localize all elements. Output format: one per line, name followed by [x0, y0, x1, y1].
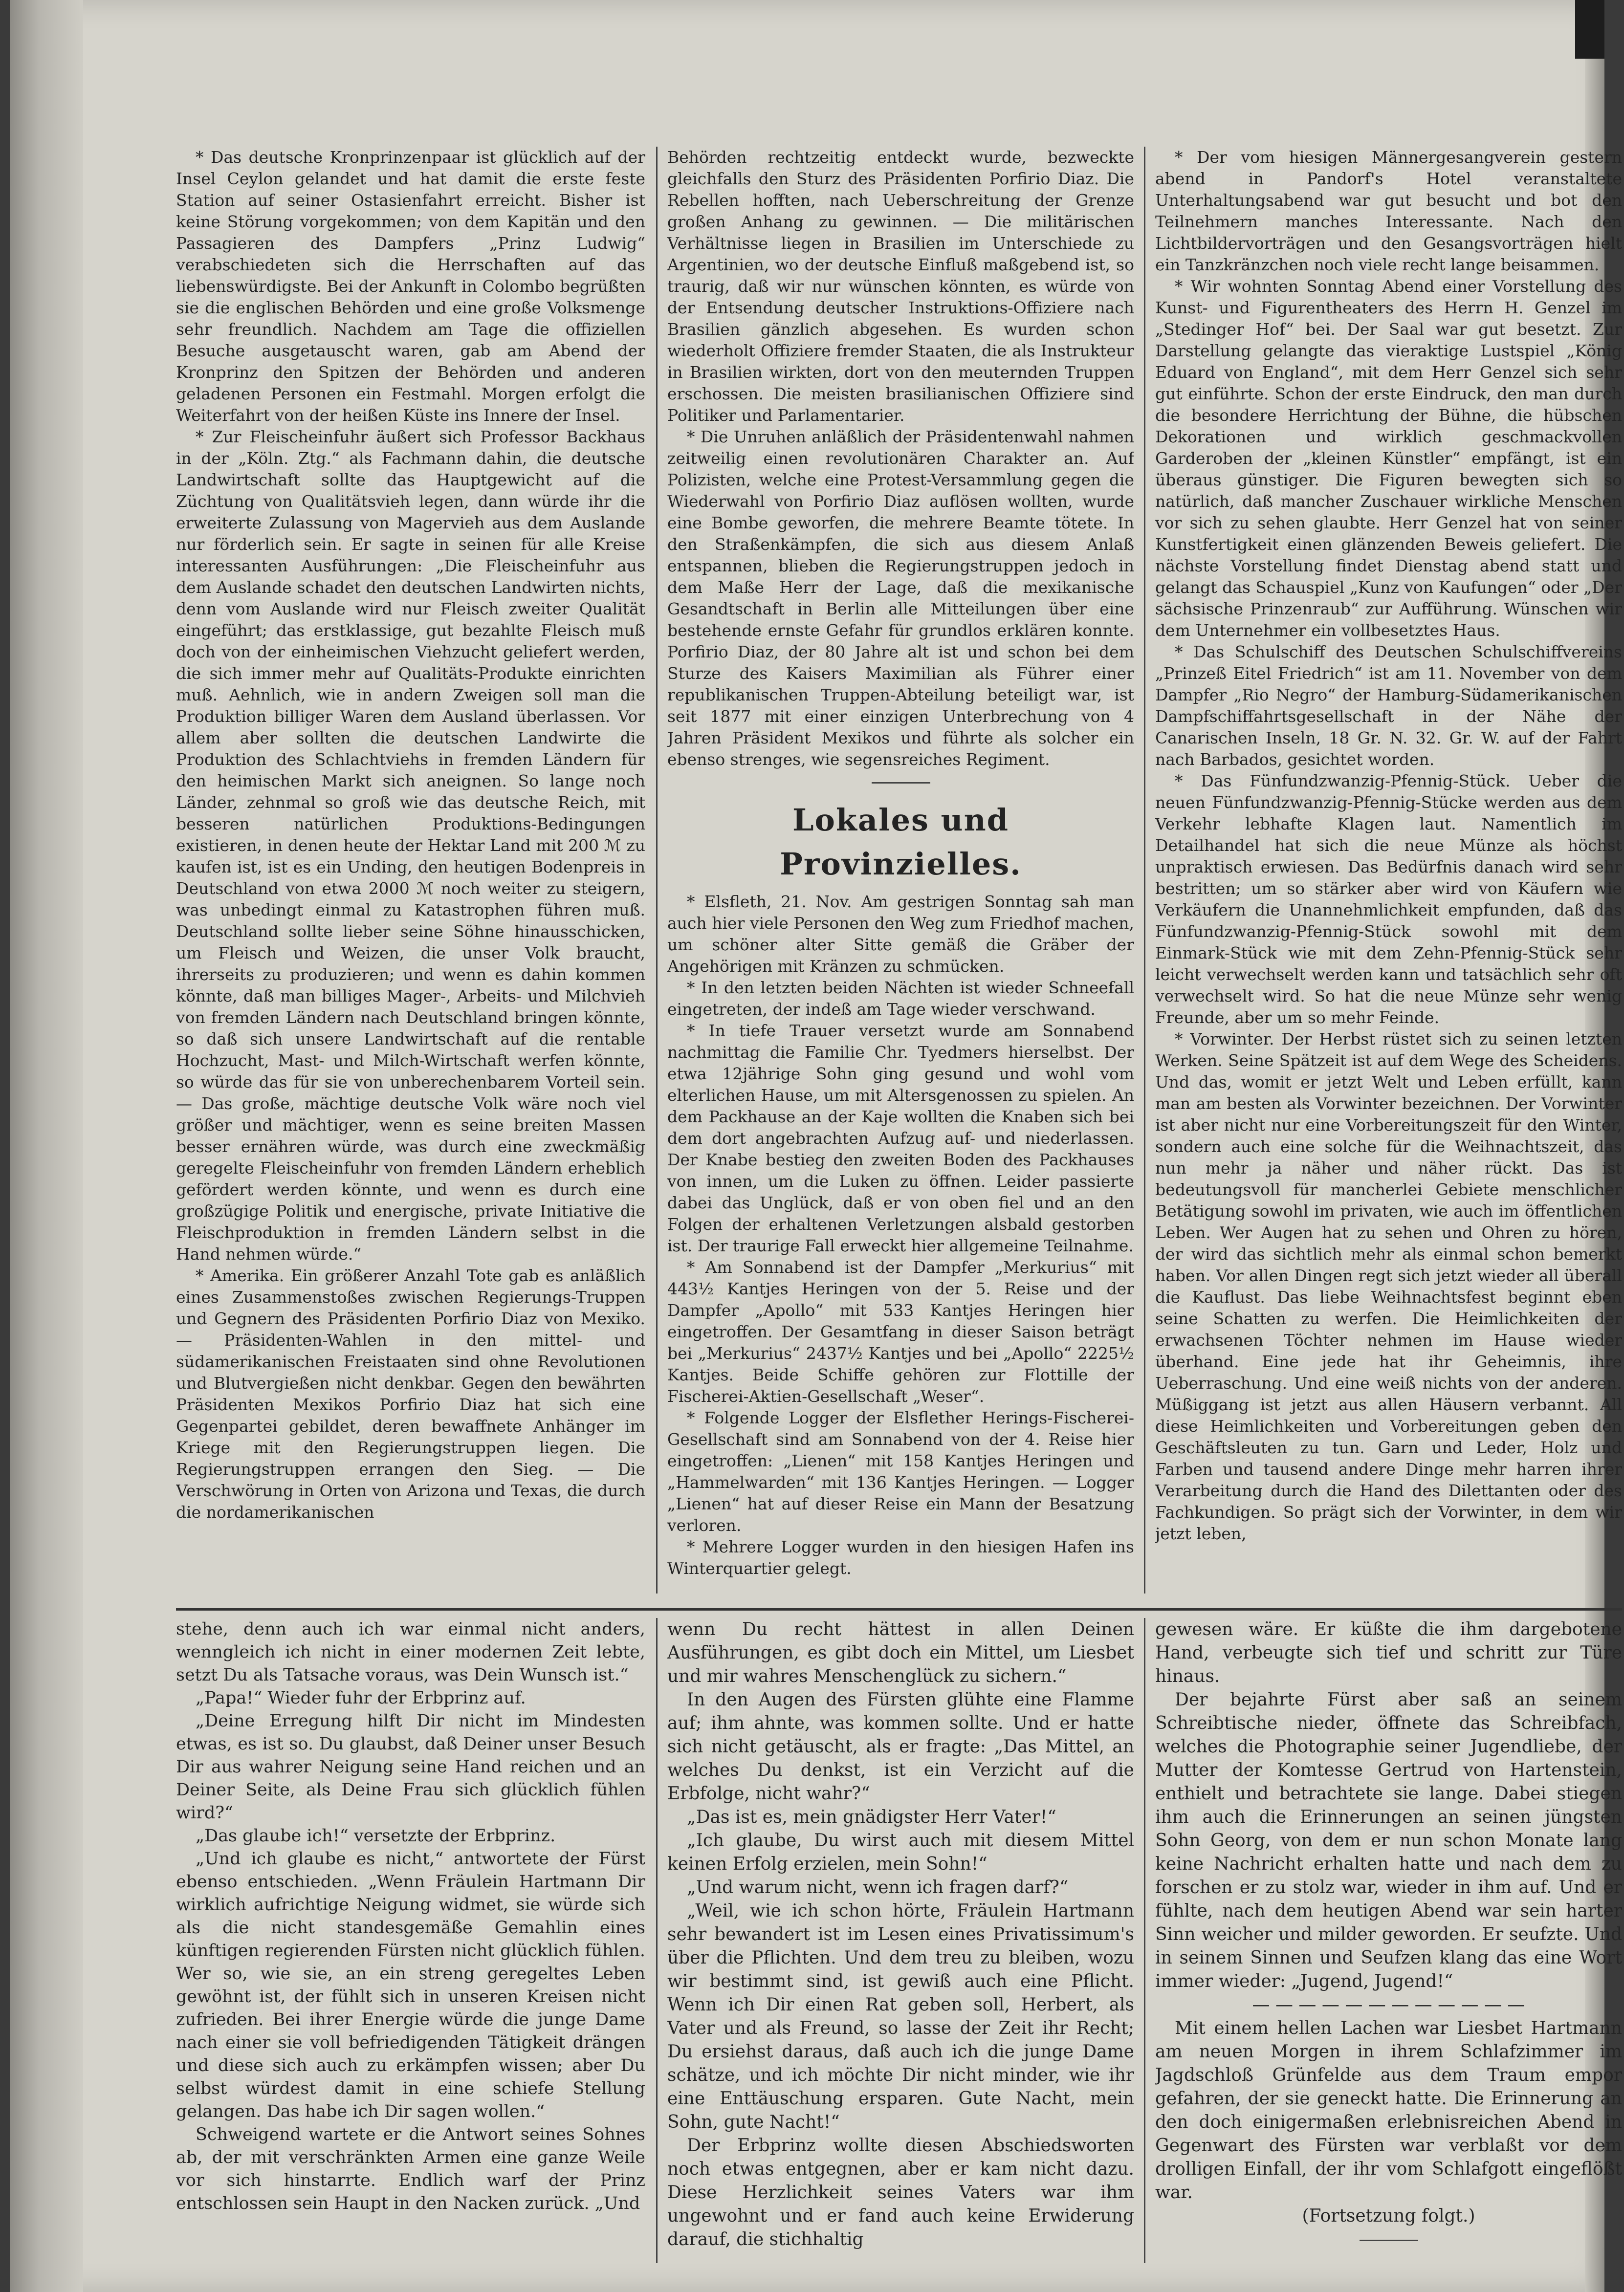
story-paragraph: „Und ich glaube es nicht,“ antwortete der Fürst ebenso entschieden. „Wenn Fräulein Hartmann Dir wirklich aufrichtige Neigung widmet, sie würde sich als die nicht standesgemäße Gemahlin eines künftigen regierenden Fürsten nicht glücklich fühlen. Wer so, wie sie, an ein streng geregeltes Leben gewöhnt ist, der fühlt sich in unseren Kreisen nicht zufrieden. Bei ihrer Energie würde die junge Dame nach einer sie voll befriedigenden Tätigkeit drängen und diese sich auch zu erkämpfen wissen; aber Du selbst würdest damit in eine schiefe Stellung gelangen. Das habe ich Dir sagen wollen.“	[176, 1849, 645, 2121]
story-paragraph: Mit einem hellen Lachen war Liesbet Hartmann am neuen Morgen in ihrem Schlafzimmer im Jagdschloß Grünfelde aus dem Traum empor gefahren, der sie geneckt hatte. Die Erinnerung an den doch einigermaßen erlebnisreichen Abend in Gegenwart des Fürsten war verblaßt vor dem drolligen Einfall, der ihr vom Schlafgott eingeflößt war.	[1155, 2018, 1622, 2203]
end-rule	[1360, 2240, 1418, 2241]
feuilleton-column-3	[1155, 1618, 1622, 2263]
article-logger: * Folgende Logger der Elsflether Herings-Fischerei-Gesellschaft sind am Sonnabend von der 4. Reise hier eingetroffen: „Lienen“ mit 158 Kantjes Heringen und „Hammelwarden“ mit 136 Kantjes Heringen. — Logger „Lienen“ hat auf dieser Reise ein Mann der Besatzung verloren.	[667, 1408, 1134, 1535]
feuilleton-separator	[176, 1608, 1622, 1611]
story-paragraph: Der bejahrte Fürst aber saß an seinem Schreibtische nieder, öffnete das Schreibfach, welches die Photographie seiner Jugendliebe, der Mutter der Komtesse Gertrud von Hartenstein, enthielt und betrachtete sie lange. Dabei stiegen ihm auch die Erinnerungen an seinen jüngsten Sohn Georg, von dem er nun schon Monate lang keine Nachricht erhalten hatte und nach dem zu forschen er zu stolz war, wieder in ihm auf. Und er fühlte, nach dem heutigen Abend war sein harter Sinn weicher und milder geworden. Er seufzte. Und in seinem Sinnen und Seufzen klang das eine Wort immer wieder: „Jugend, Jugend!“	[1155, 1690, 1622, 1991]
news-column-2	[667, 147, 1134, 1593]
article-vorwinter: * Vorwinter. Der Herbst rüstet sich zu seinen letzten Werken. Seine Spätzeit ist auf dem Wege des Scheidens. Und das, womit er jetzt Welt und Leben erfüllt, kann man am besten als Vorwinter bezeichnen. Der Vorwinter ist aber nicht nur eine Vorbereitungszeit für den Winter, sondern auch eine solche für die Weihnachtszeit, das nun mehr ja näher und näher rückt. Das ist bedeutungsvoll für mancherlei Gebiete menschlicher Betätigung sowohl im privaten, wie auch im öffentlichen Leben. Wer Augen hat zu sehen und Ohren zu hören, der wird das sichtlich mehr als einmal schon bemerkt haben. Vor allen Dingen regt sich jetzt wieder all überall die Kauflust. Das liebe Weihnachtsfest beginnt eben seine Schatten zu werfen. Die Heimlichkeiten der erwachsenen Töchter nehmen im Hause wieder überhand. Eine jede hat ihr Geheimnis, ihre Ueberraschung. Und eine weiß nichts von der anderen. Müßiggang ist jetzt aus allen Häusern verbannt. All diese Heimlichkeiten und Vorbereitungen geben den Geschäftsleuten zu tun. Garn und Leder, Holz und Farben und tausend andere Dinge mehr harren ihrer Verarbeitung durch die Hand des Dilettanten oder des Fachkundigen. So prägt sich der Vorwinter, in dem wir jetzt leben,	[1155, 1029, 1622, 1543]
story-paragraph: „Und warum nicht, wenn ich fragen darf?“	[687, 1877, 1069, 1898]
section-title: Lokales und Provinzielles.	[780, 802, 1022, 882]
article-amerika-cont: Behörden rechtzeitig entdeckt wurde, bezweckte gleichfalls den Sturz des Präsidenten Porfirio Diaz. Die Rebellen hofften, nach Ueberschreitung der Grenze großen Anhang zu gewinnen. — Die militärischen Verhältnisse liegen in Brasilien im Unterschiede zu Argentinien, wo der deutsche Einfluß maßgebend ist, so traurig, daß wir nur wünschen könnten, es würde von der Entsendung deutscher Instruktions-Offiziere nach Brasilien gänzlich abgesehen. Es wurden schon wiederholt Offiziere fremder Staaten, die als Instrukteur in Brasilien wirkten, dort von den meuternden Truppen erschossen. Die meisten brasilianischen Offiziere sind Politiker und Parlamentarier.	[667, 148, 1134, 425]
continuation-note: (Fortsetzung folgt.)	[1302, 2206, 1475, 2226]
story-paragraph: stehe, denn auch ich war einmal nicht anders, wenngleich ich nicht in einer modernen Zeit lebte, setzt Du als Tatsache voraus, was Dein Wunsch ist.“	[176, 1619, 645, 1685]
section-divider	[872, 782, 930, 784]
page-binding-shadow	[10, 0, 83, 2292]
article-kronprinzenpaar: * Das deutsche Kronprinzenpaar ist glücklich auf der Insel Ceylon gelandet und hat damit die erste feste Station auf seiner Ostasienfahrt erreicht. Bisher ist keine Störung vorgekommen; von dem Kapitän und den Passagieren des Dampfers „Prinz Ludwig“ verabschiedeten sich die Herrschaften auf das liebenswürdigste. Bei der Ankunft in Colombo begrüßten sie die englischen Behörden und eine große Volksmenge sehr freundlich. Nachdem am Tage die offiziellen Besuche ausgetauscht waren, gab am Abend der Kronprinz den Spitzen der Behörden und anderen geladenen Personen ein Festmahl. Morgen erfolgt die Weiterfahrt von der heißen Küste ins Innere der Insel.	[176, 148, 645, 425]
feuilleton-column-1	[176, 1618, 645, 2263]
column-rule	[656, 147, 658, 1593]
story-paragraph: „Ich glaube, Du wirst auch mit diesem Mittel keinen Erfolg erzielen, mein Sohn!“	[667, 1831, 1134, 1874]
story-paragraph: „Papa!“ Wieder fuhr der Erbprinz auf.	[196, 1688, 526, 1708]
story-paragraph: In den Augen des Fürsten glühte eine Flamme auf; ihm ahnte, was kommen sollte. Und er hatte sich nicht getäuscht, als er fragte: „Das Mittel, an welches Du denkst, ist ein Verzicht auf die Erbfolge, nicht wahr?“	[667, 1690, 1134, 1804]
article-trauer: * In tiefe Trauer versetzt wurde am Sonnabend nachmittag die Familie Chr. Tyedmers hierselbst. Der etwa 12jährige Sohn ging gesund und wohl vom elterlichen Hause, um mit Altersgenossen zu spielen. An dem Packhause an der Kaje wollten die Knaben sich bei dem dort angebrachten Aufzug auf- und niederlassen. Der Knabe bestieg den zweiten Boden des Packhauses von innen, um die Luken zu öffnen. Leider passierte dabei das Unglück, daß er von oben fiel und an den Folgen der erhaltenen Verletzungen alsbald gestorben ist. Der traurige Fall erweckt hier allgemeine Teilnahme.	[667, 1021, 1134, 1255]
article-maennergesangverein: * Der vom hiesigen Männergesangverein gestern abend in Pandorf's Hotel veranstaltete Unterhaltungsabend war gut besucht und bot den Teilnehmern manches Interessante. Nach den Lichtbildervorträgen und den Gesangsvorträgen hielt ein Tanzkränzchen noch viele recht lange beisammen.	[1155, 148, 1622, 274]
corner-tab	[1575, 0, 1604, 59]
news-column-3	[1155, 147, 1622, 1593]
article-pfennig-stueck: * Das Fünfundzwanzig-Pfennig-Stück. Ueber die neuen Fünfundzwanzig-Pfennig-Stücke werden aus dem Verkehr lebhafte Klagen laut. Namentlich im Detailhandel hat sich die neue Münze als höchst unpraktisch erwiesen. Das Bedürfnis danach wird sehr bestritten; um so stärker aber wird von Käufern wie Verkäufern die Unannehmlichkeit empfunden, daß das Fünfundzwanzig-Pfennig-Stück sowohl mit dem Einmark-Stück wie mit dem Zehn-Pfennig-Stück sehr leicht verwechselt werden kann und tatsächlich sehr oft verwechselt wird. So hat die neue Münze sehr wenig Freunde, aber um so mehr Feinde.	[1155, 771, 1622, 1027]
story-paragraph: gewesen wäre. Er küßte die ihm dargebotene Hand, verbeugte sich tief und schritt zur Türe hinaus.	[1155, 1619, 1622, 1686]
news-column-1	[176, 147, 645, 1593]
story-break-dashes: — — — — — — — — — — — —	[1252, 1995, 1525, 2015]
article-amerika: * Amerika. Ein größerer Anzahl Tote gab es anläßlich eines Zusammenstoßes zwischen Regierungs-Truppen und Gegnern des Präsidenten Porfirio Diaz von Mexiko. — Präsidenten-Wahlen in den mittel- und südamerikanischen Freistaaten sind ohne Revolutionen und Blutvergießen nicht denkbar. Gegen den bewährten Präsidenten Mexikos Porfirio Diaz hat sich eine Gegenpartei gebildet, deren bewaffnete Anhänger im Kriege mit den Regierungstruppen liegen. Die Regierungstruppen errangen den Sieg. — Die Verschwörung in Orten von Arizona und Texas, die durch die nordamerikanischen	[176, 1266, 645, 1522]
article-figurentheater: * Wir wohnten Sonntag Abend einer Vorstellung des Kunst- und Figurentheaters des Herrn H. Genzel im „Stedinger Hof“ bei. Der Saal war gut besetzt. Zur Darstellung gelangte das vieraktige Lustspiel „König Eduard von England“, mit dem Herr Genzel sich sehr gut einführte. Schon der erste Eindruck, den man durch die besondere Herrichtung der Bühne, die hübschen Dekorationen und wirklich geschmackvollen Garderoben der „kleinen Künstler“ empfängt, ist ein überaus günstiger. Die Figuren bewegten sich so natürlich, daß mancher Zuschauer wirkliche Menschen vor sich zu sehen glaubte. Herr Genzel hat von seiner Kunstfertigkeit einen glänzenden Beweis geliefert. Die nächste Vorstellung findet Dienstag abend statt und gelangt das Schauspiel „Kunz von Kaufungen“ oder „Der sächsische Prinzenraub“ zur Aufführung. Wünschen wir dem Unternehmer ein vollbesetztes Haus.	[1155, 277, 1622, 640]
story-paragraph: Der Erbprinz wollte diesen Abschiedsworten noch etwas entgegnen, aber er kam nicht dazu. Diese Herzlichkeit seines Vaters war ihm ungewohnt und er fand auch keine Erwiderung darauf, die stichhaltig	[667, 2136, 1134, 2249]
article-elsfleth: * Elsfleth, 21. Nov. Am gestrigen Sonntag sah man auch hier viele Personen den Weg zum Friedhof machen, um schöner alter Sitte gemäß die Gräber der Angehörigen mit Kränzen zu schmücken.	[667, 892, 1134, 976]
newspaper-page	[10, 0, 1622, 2292]
article-schneefall: * In den letzten beiden Nächten ist wieder Schneefall eingetreten, der indeß am Tage wieder verschwand.	[667, 978, 1134, 1019]
article-schulschiff: * Das Schulschiff des Deutschen Schulschiffvereins „Prinzeß Eitel Friedrich“ ist am 11. November von dem Dampfer „Rio Negro“ der Hamburg-Südamerikanischen Dampfschiffahrtsgesellschaft in der Nähe der Canarischen Inseln, 18 Gr. N. 32. Gr. W. auf der Fahrt nach Barbados, gesichtet worden.	[1155, 642, 1622, 769]
column-rule	[1144, 147, 1145, 1593]
story-paragraph: „Das ist es, mein gnädigster Herr Vater!“	[687, 1807, 1056, 1827]
column-rule	[1144, 1618, 1145, 2263]
article-merkurius: * Am Sonnabend ist der Dampfer „Merkurius“ mit 443½ Kantjes Heringen von der 5. Reise und der Dampfer „Apollo“ mit 533 Kantjes Heringen hier eingetroffen. Der Gesamtfang in dieser Saison beträgt bei „Merkurius“ 2437½ Kantjes und bei „Apollo“ 2225½ Kantjes. Beide Schiffe gehören zur Flottille der Fischerei-Aktien-Gesellschaft „Weser“.	[667, 1258, 1134, 1406]
article-winterquartier: * Mehrere Logger wurden in den hiesigen Hafen ins Winterquartier gelegt.	[667, 1537, 1134, 1578]
feuilleton-column-2	[667, 1618, 1134, 2263]
column-rule	[656, 1618, 658, 2263]
article-unruhen: * Die Unruhen anläßlich der Präsidentenwahl nahmen zeitweilig einen revolutionären Charakter an. Auf Polizisten, welche eine Protest-Versammlung gegen die Wiederwahl von Porfirio Diaz auflösen wollten, wurde eine Bombe geworfen, die mehrere Beamte tötete. In den Straßenkämpfen, die sich aus diesem Anlaß entspannen, blieben die Regierungstruppen jedoch in dem Maße Herr der Lage, daß die mexikanische Gesandtschaft in Berlin alle Mitteilungen über eine bestehende ernste Gefahr für grundlos erklären konnte. Porfirio Diaz, der 80 Jahre alt ist und schon bei dem Sturze des Kaisers Maximilian als Führer einer republikanischen Truppen-Abteilung beteiligt war, ist seit 1877 mit einer einzigen Unterbrechung von 4 Jahren Präsident Mexikos und führte als solcher ein ebenso strenges, wie segensreiches Regiment.	[667, 427, 1134, 769]
story-paragraph: „Deine Erregung hilft Dir nicht im Mindesten etwas, es ist so. Du glaubst, daß Deiner unser Besuch Dir aus wahrer Neigung seine Hand reichen und an Deiner Seite, als Deine Frau sich glücklich fühlen wird?“	[176, 1711, 645, 1823]
story-paragraph: Schweigend wartete er die Antwort seines Sohnes ab, der mit verschränkten Armen eine ganze Weile vor sich hinstarrte. Endlich warf der Prinz entschlossen sein Haupt in den Nacken zurück. „Und	[176, 2125, 645, 2213]
story-paragraph: „Weil, wie ich schon hörte, Fräulein Hartmann sehr bewandert ist im Lesen eines Privatissimum's über die Pflichten. Und dem treu zu bleiben, wozu wir bestimmt sind, ist gewiß auch eine Pflicht. Wenn ich Dir einen Rat geben soll, Herbert, als Vater und als Freund, so lasse der Zeit ihr Recht; Du ersiehst daraus, daß auch ich die junge Dame schätze, und ich möchte Dir nicht minder, wie ihr eine Enttäuschung ersparen. Gute Nacht, mein Sohn, gute Nacht!“	[667, 1901, 1134, 2132]
story-paragraph: wenn Du recht hättest in allen Deinen Ausführungen, es gibt doch ein Mittel, um Liesbet und mir wahres Menschenglück zu sichern.“	[667, 1619, 1134, 1686]
article-fleischeinfuhr: * Zur Fleischeinfuhr äußert sich Professor Backhaus in der „Köln. Ztg.“ als Fachmann dahin, die deutsche Landwirtschaft sollte das Hauptgewicht auf die Züchtung von Qualitätsvieh legen, dann würde ihr die erweiterte Zulassung von Magervieh aus dem Auslande nur förderlich sein. Er sagte in seinen für alle Kreise interessanten Ausführungen: „Die Fleischeinfuhr aus dem Auslande schadet den deutschen Landwirten nichts, denn vom Auslande wird nur Fleisch zweiter Qualität eingeführt; das erstklassige, gut bezahlte Fleisch muß doch von der einheimischen Viehzucht geliefert werden, die sich immer mehr auf Qualitäts-Produkte einrichten muß. Aehnlich, wie in andern Zweigen soll man die Produktion billiger Waren dem Ausland überlassen. Vor allem aber sollten die deutschen Landwirte die Produktion des Schlachtviehs in fremden Ländern für den heimischen Markt sich aneignen. So lange noch Länder, zehnmal so groß wie das deutsche Reich, mit besseren natürlichen Produktions-Bedingungen existieren, in denen heute der Hektar Land mit 200 ℳ zu kaufen ist, ist es ein Unding, den heutigen Bodenpreis in Deutschland von etwa 2000 ℳ noch weiter zu steigern, was unbedingt einmal zu Katastrophen führen muß. Deutschland sollte lieber seine Söhne hinausschicken, um Fleisch und Weizen, die unser Volk braucht, ihrerseits zu produzieren; und wenn es dahin kommen könnte, daß man billiges Mager-, Arbeits- und Milchvieh von fremden Ländern nach Deutschland bringen könnte, so daß sich unsere Landwirtschaft auf die rentable Hochzucht, Mast- und Milch-Wirtschaft werfen könnte, so würde das für sie von unberechenbarem Vorteil sein. — Das große, mächtige deutsche Volk wäre noch viel größer und mächtiger, wenn es seine breiten Massen besser ernähren würde, was durch eine zweckmäßig geregelte Fleischeinfuhr von fremden Ländern erheblich gefördert werden könnte, und wenn es durch eine großzügige Politik und energische, private Initiative die Fleischproduktion in fremden Ländern selbst in die Hand nehmen würde.“	[176, 427, 645, 1264]
story-paragraph: „Das glaube ich!“ versetzte der Erbprinz.	[196, 1826, 556, 1846]
